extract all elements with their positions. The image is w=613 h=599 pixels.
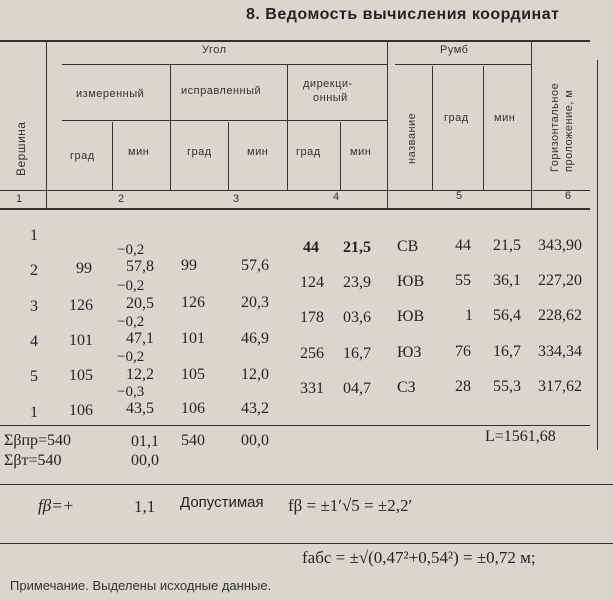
rhumb-min: 21,5 <box>493 237 521 254</box>
page-title: 8. Ведомость вычисления координат <box>246 6 560 23</box>
col-divider-rhumb <box>531 42 532 208</box>
corrected-deg: 126 <box>181 294 205 311</box>
rhumb-deg: 76 <box>455 343 471 360</box>
sum-theoretical-min: 00,0 <box>131 452 159 469</box>
table-bottom-rule <box>0 425 590 426</box>
measured-correction: −0,3 <box>117 384 145 400</box>
measured-deg: 101 <box>69 332 93 349</box>
col-divider-meas-unit <box>112 122 113 190</box>
sum-practical-min: 01,1 <box>131 433 159 450</box>
colnum-2: 2 <box>118 193 125 205</box>
horizontal-distance: 228,62 <box>538 307 582 324</box>
measured-deg: 126 <box>69 297 93 314</box>
corrected-min: 20,3 <box>241 294 269 311</box>
vertex-label: 2 <box>30 262 38 279</box>
abs-rule <box>0 543 613 544</box>
header-corrected: исправленный <box>181 85 262 97</box>
rhumb-min: 36,1 <box>493 272 521 289</box>
colnum-5: 5 <box>456 190 463 202</box>
footnote: Примечание. Выделены исходные данные. <box>10 578 272 593</box>
header-dir-deg: град <box>296 146 321 158</box>
angular-misclosure-label: fβ=+ <box>38 496 75 515</box>
rhumb-name: СВ <box>397 238 419 255</box>
directional-min: 23,9 <box>343 274 371 291</box>
col-divider-corrected <box>287 64 288 190</box>
header-directional-line1: дирекци- <box>303 78 353 90</box>
directional-deg: 44 <box>303 239 319 256</box>
perimeter: L=1561,68 <box>485 428 556 445</box>
header-angle: Угол <box>202 44 227 56</box>
allowable-expression: fβ = ±1′√5 = ±2,2′ <box>288 496 413 515</box>
vertex-label: 3 <box>30 298 38 315</box>
rhumb-deg: 1 <box>465 307 473 324</box>
angular-misclosure-value: 1,1 <box>134 497 156 516</box>
rhumb-min: 56,4 <box>493 307 521 324</box>
col-divider-dir-unit <box>340 122 341 190</box>
horizontal-distance: 334,34 <box>538 343 582 360</box>
header-rhumb-min: мин <box>494 112 516 124</box>
col-divider-vertex <box>46 42 47 208</box>
directional-deg: 178 <box>300 309 324 326</box>
directional-min: 04,7 <box>343 380 371 397</box>
colnum-4: 4 <box>333 191 340 203</box>
right-edge-rule <box>597 60 598 450</box>
measured-min: 57,8 <box>126 258 154 275</box>
directional-deg: 256 <box>300 345 324 362</box>
header-horizontal-line2: проложение, м <box>563 89 575 172</box>
header-rhumb-name: название <box>406 112 418 164</box>
sum-practical-label: Σβпр=540 <box>4 432 72 449</box>
measured-min: 43,5 <box>126 400 154 417</box>
col-divider-angle <box>387 42 388 208</box>
corrected-deg: 99 <box>181 257 197 274</box>
column-number-rule <box>0 190 590 191</box>
header-horizontal-line1: Горизонтальное <box>549 82 561 172</box>
header-cor-min: мин <box>247 146 269 158</box>
rhumb-name: ЮЗ <box>397 344 422 361</box>
directional-min: 03,6 <box>343 309 371 326</box>
measured-deg: 105 <box>69 367 93 384</box>
measured-min: 20,5 <box>126 295 154 312</box>
measured-min: 47,1 <box>126 330 154 347</box>
header-meas-deg: град <box>70 150 95 162</box>
directional-deg: 124 <box>300 274 324 291</box>
vertex-label: 4 <box>30 333 38 350</box>
measured-correction: −0,2 <box>117 314 145 330</box>
header-dir-min: мин <box>350 146 372 158</box>
rhumb-name: ЮВ <box>397 273 425 290</box>
corrected-min: 46,9 <box>241 330 269 347</box>
rhumb-min: 55,3 <box>493 378 521 395</box>
colnum-3: 3 <box>233 193 240 205</box>
rhumb-min: 16,7 <box>493 343 521 360</box>
corrected-deg: 105 <box>181 366 205 383</box>
horizontal-distance: 227,20 <box>538 272 582 289</box>
horizontal-distance: 343,90 <box>538 237 582 254</box>
rhumb-name: СЗ <box>397 379 416 396</box>
measured-min: 12,2 <box>126 366 154 383</box>
directional-min: 21,5 <box>343 239 371 256</box>
directional-min: 16,7 <box>343 345 371 362</box>
misclosure-rule <box>0 484 613 485</box>
directional-deg: 331 <box>300 380 324 397</box>
vertex-label: 1 <box>30 404 38 421</box>
measured-deg: 99 <box>76 260 92 277</box>
header-directional-line2: онный <box>313 92 348 104</box>
rhumb-name: ЮВ <box>397 308 425 325</box>
measured-correction: −0,2 <box>117 242 145 258</box>
header-vertex: Вершина <box>14 121 28 176</box>
col-divider-cor-unit <box>228 122 229 190</box>
rhumb-subheader-rule <box>395 64 531 65</box>
corrected-min: 12,0 <box>241 366 269 383</box>
vertex-label: 5 <box>30 368 38 385</box>
colnum-1: 1 <box>16 193 23 205</box>
header-cor-deg: град <box>187 146 212 158</box>
sum-corrected-deg: 540 <box>181 432 205 449</box>
col-divider-rhumb-name <box>432 66 433 190</box>
header-rhumb-deg: град <box>444 112 469 124</box>
angle-unit-rule <box>62 120 387 121</box>
rhumb-deg: 28 <box>455 378 471 395</box>
col-divider-measured <box>170 64 171 190</box>
colnum-6: 6 <box>565 190 572 202</box>
col-divider-rhumb-unit <box>483 66 484 190</box>
header-bottom-rule <box>0 208 590 210</box>
rhumb-deg: 44 <box>455 237 471 254</box>
corrected-deg: 106 <box>181 400 205 417</box>
measured-correction: −0,2 <box>117 349 145 365</box>
corrected-deg: 101 <box>181 330 205 347</box>
sum-corrected-min: 00,0 <box>241 432 269 449</box>
rhumb-deg: 55 <box>455 272 471 289</box>
table-top-rule <box>0 40 590 42</box>
corrected-min: 57,6 <box>241 257 269 274</box>
header-meas-min: мин <box>128 146 150 158</box>
measured-correction: −0,2 <box>117 278 145 294</box>
horizontal-distance: 317,62 <box>538 378 582 395</box>
angle-subheader-rule <box>62 64 387 65</box>
sum-theoretical-label: Σβт=540 <box>4 452 62 469</box>
allowable-label: Допустимая <box>180 494 264 511</box>
corrected-min: 43,2 <box>241 400 269 417</box>
measured-deg: 106 <box>69 402 93 419</box>
header-measured: измеренный <box>76 88 145 100</box>
vertex-label: 1 <box>30 227 38 244</box>
absolute-misclosure: fабс = ±√(0,47²+0,54²) = ±0,72 м; <box>302 548 536 567</box>
header-rhumb: Румб <box>440 44 469 56</box>
